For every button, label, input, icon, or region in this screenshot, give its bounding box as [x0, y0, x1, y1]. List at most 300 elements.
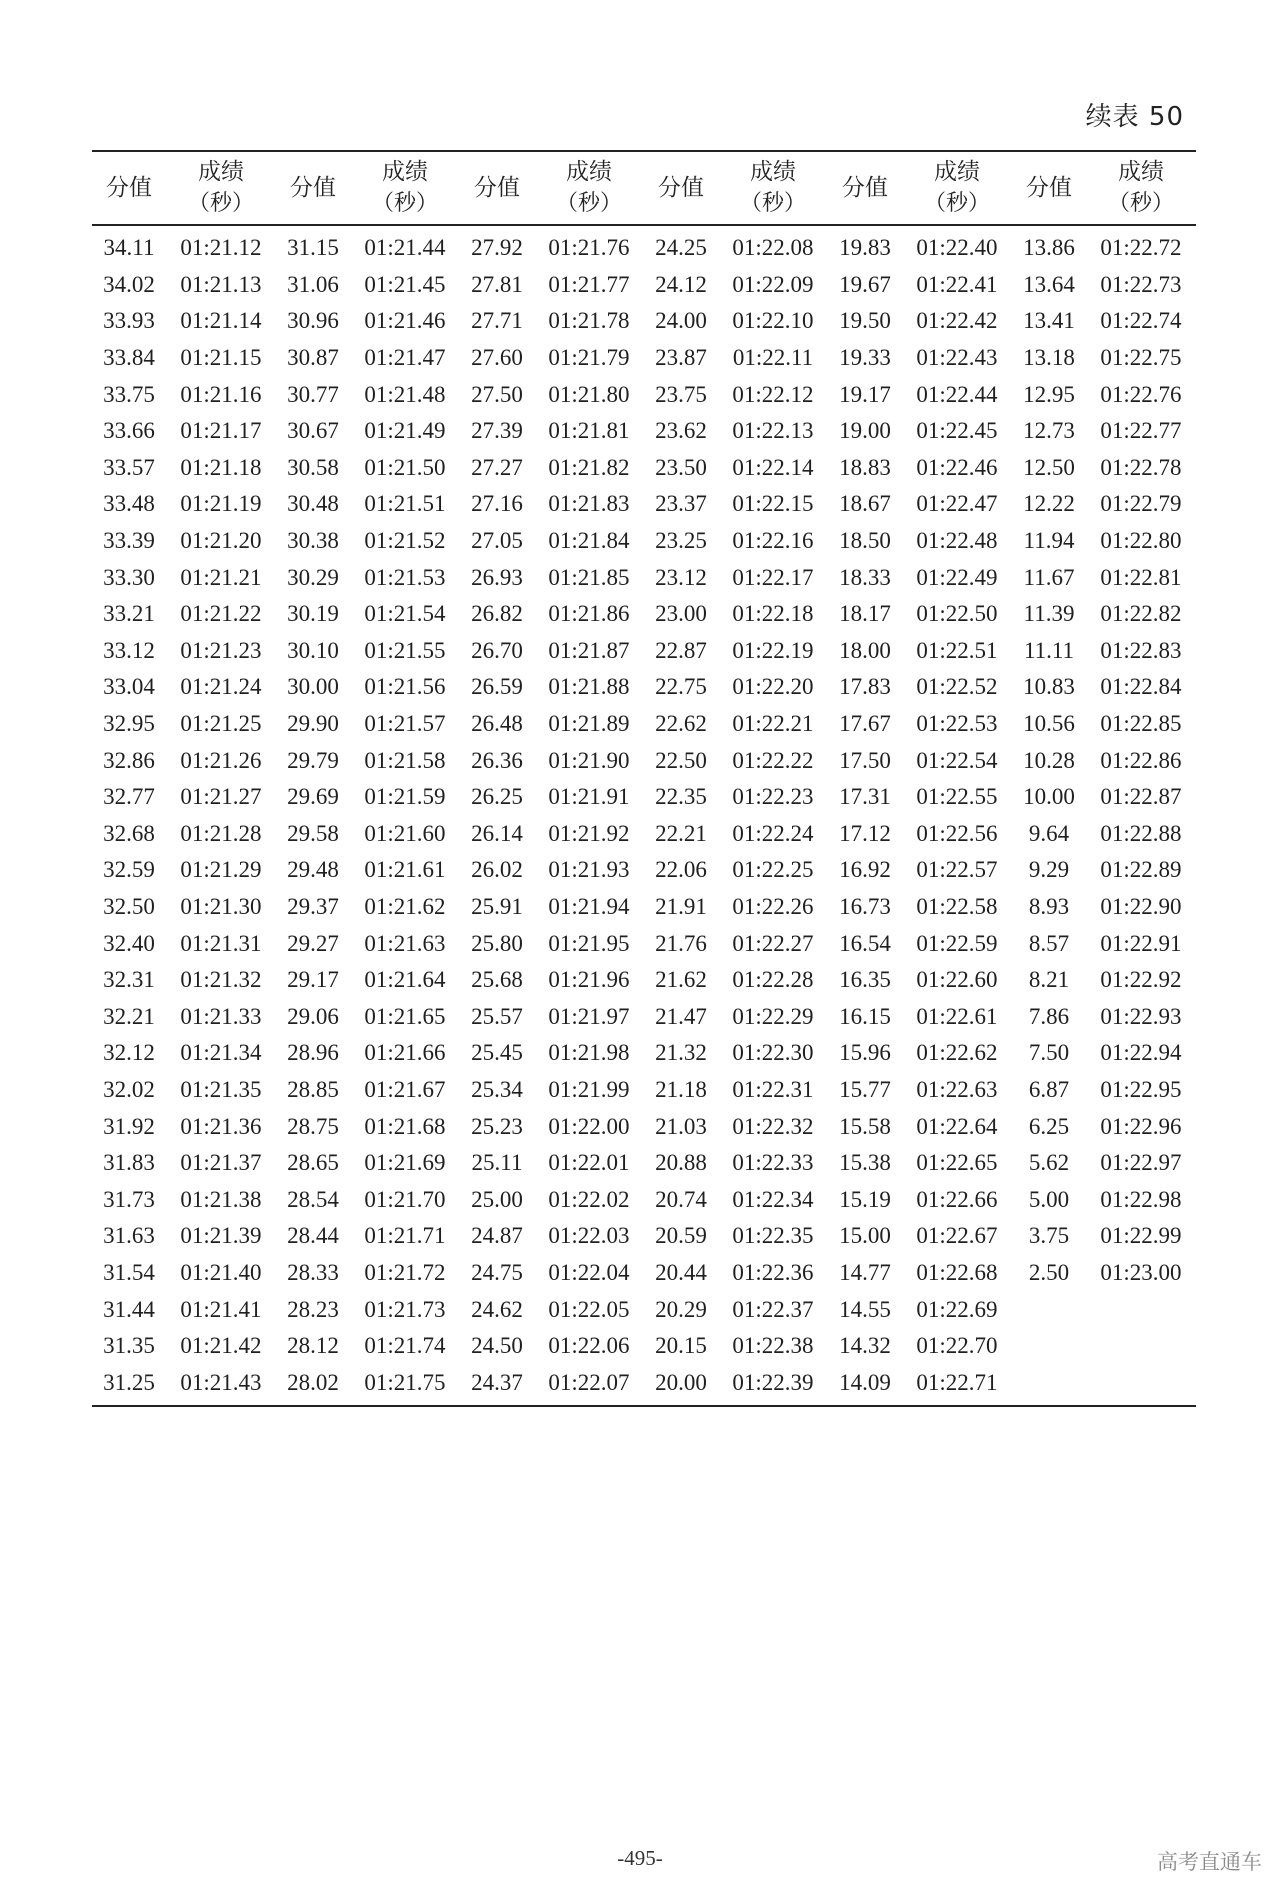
time-cell: 01:21.14: [180, 308, 262, 334]
score-cell: 17.50: [839, 747, 891, 773]
score-cell: 15.58: [839, 1113, 891, 1139]
time-cell: 01:22.34: [732, 1186, 814, 1212]
time-cell: 01:21.17: [180, 418, 262, 444]
time-cell: 01:22.71: [916, 1369, 998, 1395]
time-cell: 01:21.18: [180, 454, 262, 480]
score-cell: 19.83: [839, 235, 891, 261]
time-cell: 01:22.14: [732, 454, 814, 480]
time-cell: 01:21.99: [548, 1076, 630, 1102]
table-row: [92, 1108, 1196, 1145]
score-cell: 13.41: [1023, 308, 1075, 334]
score-cell: 19.50: [839, 308, 891, 334]
time-cell: 01:21.24: [180, 674, 262, 700]
header-time-unit: （秒）: [1107, 191, 1174, 216]
score-cell: 23.75: [655, 381, 707, 407]
time-cell: 01:21.87: [548, 637, 630, 663]
time-cell: 01:22.78: [1100, 454, 1182, 480]
time-cell: 01:21.72: [364, 1259, 446, 1285]
table-row: [92, 1035, 1196, 1072]
time-cell: 01:22.81: [1100, 564, 1182, 590]
time-cell: 01:21.56: [364, 674, 446, 700]
header-time: [718, 151, 828, 225]
table-row: [92, 523, 1196, 560]
score-cell: 25.00: [471, 1186, 523, 1212]
score-cell: 31.06: [287, 271, 339, 297]
time-cell: 01:22.91: [1100, 930, 1182, 956]
time-cell: 01:21.15: [180, 345, 262, 371]
score-cell: 29.37: [287, 893, 339, 919]
score-cell: 20.74: [655, 1186, 707, 1212]
table-row: [92, 596, 1196, 633]
time-cell: 01:21.66: [364, 1040, 446, 1066]
table-row: [92, 1218, 1196, 1255]
time-cell: 01:22.65: [916, 1150, 998, 1176]
score-cell: 14.55: [839, 1296, 891, 1322]
score-cell: 22.50: [655, 747, 707, 773]
score-cell: 29.48: [287, 857, 339, 883]
time-cell: 01:22.75: [1100, 345, 1182, 371]
score-cell: 26.36: [471, 747, 523, 773]
time-cell: 01:21.30: [180, 893, 262, 919]
score-cell: 28.02: [287, 1369, 339, 1395]
score-cell: 33.66: [103, 418, 155, 444]
score-cell: 14.77: [839, 1259, 891, 1285]
time-cell: 01:22.43: [916, 345, 998, 371]
time-cell: 01:22.21: [732, 711, 814, 737]
time-cell: 01:22.52: [916, 674, 998, 700]
time-cell: 01:22.94: [1100, 1040, 1182, 1066]
score-cell: 22.75: [655, 674, 707, 700]
score-cell: 33.75: [103, 381, 155, 407]
time-cell: 01:21.48: [364, 381, 446, 407]
score-cell: 25.11: [471, 1150, 523, 1176]
table-row: [92, 742, 1196, 779]
time-cell: 01:22.03: [548, 1223, 630, 1249]
time-cell: 01:21.16: [180, 381, 262, 407]
time-cell: 01:21.44: [364, 235, 446, 261]
time-cell: 01:21.45: [364, 271, 446, 297]
score-cell: 24.50: [471, 1333, 523, 1359]
header-score: 分值: [474, 175, 520, 201]
time-cell: 01:22.67: [916, 1223, 998, 1249]
time-cell: 01:21.53: [364, 564, 446, 590]
score-cell: 11.11: [1023, 637, 1075, 663]
score-cell: 26.14: [471, 820, 523, 846]
table-row: [92, 1364, 1196, 1406]
time-cell: 01:21.71: [364, 1223, 446, 1249]
time-cell: 01:21.22: [180, 601, 262, 627]
header-time: [902, 151, 1012, 225]
table-row: [92, 889, 1196, 926]
time-cell: 01:21.98: [548, 1040, 630, 1066]
score-cell: 33.57: [103, 454, 155, 480]
score-cell: 16.92: [839, 857, 891, 883]
score-cell: 17.12: [839, 820, 891, 846]
time-cell: 01:22.09: [732, 271, 814, 297]
score-cell: 20.15: [655, 1333, 707, 1359]
table-row: [92, 706, 1196, 743]
score-cell: 31.92: [103, 1113, 155, 1139]
time-cell: 01:22.55: [916, 784, 998, 810]
score-cell: 23.62: [655, 418, 707, 444]
score-cell: 21.91: [655, 893, 707, 919]
time-cell: 01:22.66: [916, 1186, 998, 1212]
score-cell: 32.40: [103, 930, 155, 956]
table-row: [92, 559, 1196, 596]
time-cell: 01:22.87: [1100, 784, 1182, 810]
time-cell: 01:22.11: [732, 345, 814, 371]
score-cell: 15.77: [839, 1076, 891, 1102]
watermark-text: 高考直通车: [1157, 1850, 1262, 1874]
header-time-label: 成绩: [566, 159, 612, 185]
score-cell: 29.79: [287, 747, 339, 773]
score-cell: 25.23: [471, 1113, 523, 1139]
score-cell: 33.30: [103, 564, 155, 590]
score-cell: 18.67: [839, 491, 891, 517]
score-cell: 17.31: [839, 784, 891, 810]
score-cell: 9.29: [1028, 857, 1070, 883]
time-cell: 01:21.64: [364, 967, 446, 993]
time-cell: 01:22.62: [916, 1040, 998, 1066]
score-cell: 15.38: [839, 1150, 891, 1176]
score-cell: 24.62: [471, 1296, 523, 1322]
time-cell: 01:22.76: [1100, 381, 1182, 407]
score-cell: 29.06: [287, 1003, 339, 1029]
score-cell: 16.73: [839, 893, 891, 919]
time-cell: 01:22.28: [732, 967, 814, 993]
table-row: [92, 852, 1196, 889]
score-cell: 22.62: [655, 711, 707, 737]
time-cell: 01:22.29: [732, 1003, 814, 1029]
time-cell: 01:22.32: [732, 1113, 814, 1139]
score-cell: 12.50: [1023, 454, 1075, 480]
score-cell: 31.73: [103, 1186, 155, 1212]
time-cell: 01:22.86: [1100, 747, 1182, 773]
score-cell: 22.21: [655, 820, 707, 846]
score-cell: 30.87: [287, 345, 339, 371]
time-cell: 01:21.35: [180, 1076, 262, 1102]
table-row: [92, 1328, 1196, 1365]
score-cell: 31.54: [103, 1259, 155, 1285]
header-time: [166, 151, 276, 225]
table-row: [92, 1181, 1196, 1218]
time-cell: [1086, 1364, 1196, 1406]
time-cell: 01:22.19: [732, 637, 814, 663]
time-cell: 01:21.31: [180, 930, 262, 956]
time-cell: 01:22.93: [1100, 1003, 1182, 1029]
score-cell: 21.18: [655, 1076, 707, 1102]
score-cell: 32.59: [103, 857, 155, 883]
time-cell: 01:22.24: [732, 820, 814, 846]
score-cell: 26.82: [471, 601, 523, 627]
time-cell: 01:21.61: [364, 857, 446, 883]
score-cell: [1012, 1364, 1086, 1406]
table-row: [92, 1255, 1196, 1292]
time-cell: 01:22.17: [732, 564, 814, 590]
time-cell: 01:22.72: [1100, 235, 1182, 261]
time-cell: 01:21.36: [180, 1113, 262, 1139]
score-cell: 22.87: [655, 637, 707, 663]
time-cell: 01:21.51: [364, 491, 446, 517]
time-cell: 01:21.42: [180, 1333, 262, 1359]
time-cell: 01:21.38: [180, 1186, 262, 1212]
time-cell: 01:22.83: [1100, 637, 1182, 663]
score-cell: 8.21: [1028, 967, 1070, 993]
time-cell: 01:22.84: [1100, 674, 1182, 700]
score-cell: 19.33: [839, 345, 891, 371]
time-cell: 01:21.65: [364, 1003, 446, 1029]
time-cell: 01:21.29: [180, 857, 262, 883]
score-cell: 28.44: [287, 1223, 339, 1249]
score-cell: 25.68: [471, 967, 523, 993]
score-cell: 12.22: [1023, 491, 1075, 517]
time-cell: 01:21.40: [180, 1259, 262, 1285]
time-cell: 01:22.50: [916, 601, 998, 627]
score-cell: 10.83: [1023, 674, 1075, 700]
score-cell: 33.12: [103, 637, 155, 663]
header-time-label: 成绩: [1118, 159, 1164, 185]
time-cell: 01:21.91: [548, 784, 630, 810]
time-cell: 01:21.21: [180, 564, 262, 590]
score-cell: 34.02: [103, 271, 155, 297]
time-cell: 01:21.46: [364, 308, 446, 334]
score-cell: 28.12: [287, 1333, 339, 1359]
score-cell: 19.67: [839, 271, 891, 297]
score-cell: 13.18: [1023, 345, 1075, 371]
time-cell: 01:21.69: [364, 1150, 446, 1176]
score-cell: 26.25: [471, 784, 523, 810]
score-cell: 12.73: [1023, 418, 1075, 444]
time-cell: 01:21.79: [548, 345, 630, 371]
score-cell: 32.02: [103, 1076, 155, 1102]
table-row: [92, 303, 1196, 340]
time-cell: 01:22.41: [916, 271, 998, 297]
time-cell: 01:22.08: [732, 235, 814, 261]
score-cell: 29.90: [287, 711, 339, 737]
time-cell: 01:22.92: [1100, 967, 1182, 993]
score-cell: 32.12: [103, 1040, 155, 1066]
score-cell: 31.15: [287, 235, 339, 261]
score-cell: 26.59: [471, 674, 523, 700]
score-cell: 18.50: [839, 528, 891, 554]
time-cell: 01:21.85: [548, 564, 630, 590]
time-cell: 01:22.56: [916, 820, 998, 846]
time-cell: 01:21.80: [548, 381, 630, 407]
score-cell: 27.71: [471, 308, 523, 334]
time-cell: 01:22.02: [548, 1186, 630, 1212]
table-caption: 续表 50: [1085, 102, 1184, 132]
score-cell: 29.17: [287, 967, 339, 993]
time-cell: 01:22.99: [1100, 1223, 1182, 1249]
time-cell: 01:22.58: [916, 893, 998, 919]
score-cell: 17.67: [839, 711, 891, 737]
time-cell: 01:21.58: [364, 747, 446, 773]
time-cell: 01:22.54: [916, 747, 998, 773]
score-cell: 5.62: [1028, 1150, 1070, 1176]
table-row: [92, 486, 1196, 523]
time-cell: 01:21.77: [548, 271, 630, 297]
score-cell: 29.69: [287, 784, 339, 810]
score-cell: 30.38: [287, 528, 339, 554]
score-cell: 32.77: [103, 784, 155, 810]
score-cell: 8.57: [1028, 930, 1070, 956]
time-cell: [1086, 1291, 1196, 1328]
time-cell: 01:22.23: [732, 784, 814, 810]
time-cell: 01:21.20: [180, 528, 262, 554]
score-cell: 30.67: [287, 418, 339, 444]
score-cell: 25.91: [471, 893, 523, 919]
time-cell: 01:21.25: [180, 711, 262, 737]
score-cell: 21.76: [655, 930, 707, 956]
time-cell: 01:21.62: [364, 893, 446, 919]
header-time-unit: （秒）: [371, 191, 438, 216]
time-cell: 01:21.76: [548, 235, 630, 261]
score-cell: 23.87: [655, 345, 707, 371]
score-cell: 27.27: [471, 454, 523, 480]
time-cell: 01:22.59: [916, 930, 998, 956]
score-cell: 30.77: [287, 381, 339, 407]
time-cell: 01:22.31: [732, 1076, 814, 1102]
table-row: [92, 340, 1196, 377]
table-row: [92, 376, 1196, 413]
score-cell: 24.12: [655, 271, 707, 297]
time-cell: 01:22.82: [1100, 601, 1182, 627]
time-cell: 01:21.32: [180, 967, 262, 993]
time-cell: 01:22.38: [732, 1333, 814, 1359]
time-cell: 01:21.23: [180, 637, 262, 663]
time-cell: 01:21.89: [548, 711, 630, 737]
score-cell: 7.50: [1028, 1040, 1070, 1066]
time-cell: 01:22.69: [916, 1296, 998, 1322]
score-cell: 15.96: [839, 1040, 891, 1066]
time-cell: 01:21.52: [364, 528, 446, 554]
header-time-unit: （秒）: [555, 191, 622, 216]
score-cell: 26.93: [471, 564, 523, 590]
table-row: [92, 779, 1196, 816]
score-cell: 26.70: [471, 637, 523, 663]
time-cell: 01:22.33: [732, 1150, 814, 1176]
time-cell: 01:22.73: [1100, 271, 1182, 297]
score-cell: 31.25: [103, 1369, 155, 1395]
score-cell: 23.00: [655, 601, 707, 627]
score-cell: [1012, 1328, 1086, 1365]
time-cell: 01:21.88: [548, 674, 630, 700]
time-cell: [1086, 1328, 1196, 1365]
time-cell: 01:22.35: [732, 1223, 814, 1249]
time-cell: 01:22.04: [548, 1259, 630, 1285]
table-row: [92, 1291, 1196, 1328]
time-cell: 01:22.98: [1100, 1186, 1182, 1212]
time-cell: 01:21.86: [548, 601, 630, 627]
score-cell: 16.54: [839, 930, 891, 956]
score-cell: 33.93: [103, 308, 155, 334]
time-cell: 01:21.78: [548, 308, 630, 334]
score-cell: 26.02: [471, 857, 523, 883]
time-cell: 01:21.27: [180, 784, 262, 810]
score-cell: 21.03: [655, 1113, 707, 1139]
time-cell: 01:22.49: [916, 564, 998, 590]
score-cell: 27.50: [471, 381, 523, 407]
time-cell: 01:22.10: [732, 308, 814, 334]
score-cell: 19.00: [839, 418, 891, 444]
time-cell: 01:21.73: [364, 1296, 446, 1322]
score-cell: 29.58: [287, 820, 339, 846]
table-body: [92, 225, 1196, 1406]
time-cell: 01:21.97: [548, 1003, 630, 1029]
score-cell: 21.32: [655, 1040, 707, 1066]
score-table: [92, 150, 1196, 1407]
time-cell: 01:21.19: [180, 491, 262, 517]
time-cell: 01:22.96: [1100, 1113, 1182, 1139]
time-cell: 01:22.06: [548, 1333, 630, 1359]
time-cell: 01:21.95: [548, 930, 630, 956]
time-cell: 01:22.68: [916, 1259, 998, 1285]
table-row: [92, 1072, 1196, 1109]
score-cell: 20.29: [655, 1296, 707, 1322]
score-cell: 33.84: [103, 345, 155, 371]
time-cell: 01:21.49: [364, 418, 446, 444]
time-cell: 01:22.51: [916, 637, 998, 663]
score-cell: 11.39: [1023, 601, 1075, 627]
table-row: [92, 669, 1196, 706]
time-cell: 01:23.00: [1100, 1259, 1182, 1285]
time-cell: 01:22.97: [1100, 1150, 1182, 1176]
score-cell: 30.58: [287, 454, 339, 480]
header-time-label: 成绩: [382, 159, 428, 185]
score-cell: 21.62: [655, 967, 707, 993]
time-cell: 01:21.59: [364, 784, 446, 810]
time-cell: 01:21.57: [364, 711, 446, 737]
score-cell: 30.29: [287, 564, 339, 590]
score-cell: 28.33: [287, 1259, 339, 1285]
time-cell: 01:22.70: [916, 1333, 998, 1359]
score-cell: 20.59: [655, 1223, 707, 1249]
score-cell: 10.00: [1023, 784, 1075, 810]
time-cell: 01:22.90: [1100, 893, 1182, 919]
score-cell: 31.63: [103, 1223, 155, 1249]
score-cell: 15.19: [839, 1186, 891, 1212]
time-cell: 01:22.47: [916, 491, 998, 517]
score-cell: 28.65: [287, 1150, 339, 1176]
score-cell: 30.10: [287, 637, 339, 663]
score-cell: 9.64: [1028, 820, 1070, 846]
time-cell: 01:22.20: [732, 674, 814, 700]
score-cell: 20.44: [655, 1259, 707, 1285]
score-cell: 33.48: [103, 491, 155, 517]
score-cell: 13.64: [1023, 271, 1075, 297]
time-cell: 01:22.37: [732, 1296, 814, 1322]
table-row: [92, 225, 1196, 267]
score-cell: 23.12: [655, 564, 707, 590]
time-cell: 01:21.43: [180, 1369, 262, 1395]
score-cell: 5.00: [1028, 1186, 1070, 1212]
time-cell: 01:22.13: [732, 418, 814, 444]
score-cell: 24.25: [655, 235, 707, 261]
time-cell: 01:22.25: [732, 857, 814, 883]
time-cell: 01:21.60: [364, 820, 446, 846]
score-cell: 30.96: [287, 308, 339, 334]
score-cell: 27.05: [471, 528, 523, 554]
time-cell: 01:21.13: [180, 271, 262, 297]
score-cell: 16.15: [839, 1003, 891, 1029]
score-cell: 24.00: [655, 308, 707, 334]
time-cell: 01:21.63: [364, 930, 446, 956]
header-time-unit: （秒）: [187, 191, 254, 216]
time-cell: 01:21.41: [180, 1296, 262, 1322]
score-cell: 27.81: [471, 271, 523, 297]
header-time-label: 成绩: [750, 159, 796, 185]
score-cell: 27.60: [471, 345, 523, 371]
